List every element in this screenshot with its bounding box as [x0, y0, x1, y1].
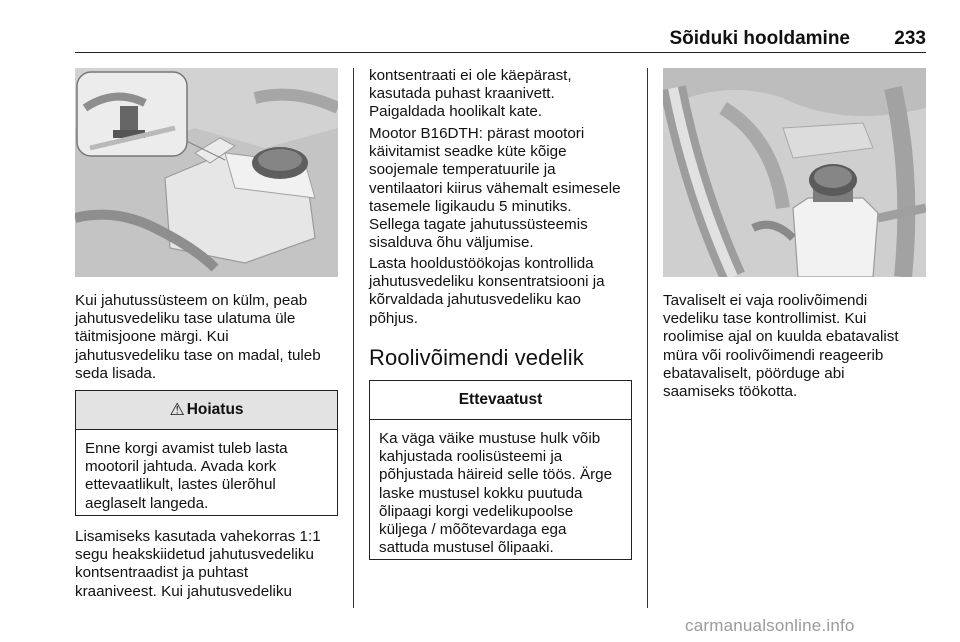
warning-box-title: Hoiatus [186, 401, 244, 418]
page-number: 233 [894, 28, 926, 49]
column2-paragraph-3: Lasta hooldustöökojas kontrollida jahutusvedeliku konsentratsiooni ja kõrvaldada jahutusvedeliku kao põhjus. [369, 255, 605, 327]
column1-paragraph-1: Kui jahutussüsteem on külm, peab jahutusvedeliku tase ulatuma üle täitmisjoone märgi. Kui jahutusvedeliku tase on madal, tuleb seda lisada. [75, 292, 321, 382]
caution-box-body: Ka väga väike mustuse hulk võib kahjustada roolisüsteemi ja põhjustada häireid selle töös. Ärge laske mustusel kokku puutuda õlipaagi korgi vedelikupoolse küljega / mõõtevardaga ega sattuda mustusel õlipaaki. [379, 430, 613, 557]
warning-box-header [76, 391, 337, 430]
page-header-title: Sõiduki hooldamine [669, 28, 850, 49]
section-heading: Roolivõimendi vedelik [369, 345, 584, 370]
column2-paragraph-1: kontsentraati ei ole käepärast, kasutada puhast kraanivett. Paigaldada hoolikalt kate. [369, 67, 572, 121]
warning-triangle-icon: ⚠ [169, 400, 185, 419]
column3-paragraph-1: Tavaliselt ei vaja roolivõimendi vedeliku tase kontrollimist. Kui roolimise ajal on kuulda ebatavalist müra või roolivõimendi reageerib ebatavaliselt, pöörduge abi saamiseks töökotta. [663, 292, 899, 401]
column2-paragraph-2: Mootor B16DTH: pärast mootori käivitamist seadke küte kõige soojemale temperatuurile ja ventilaatori kiirus vähemalt esimesele tasemele ligikaudu 5 minutiks. Sellega tagate jahutussüsteemis sisalduva õhu väljumise. [369, 125, 621, 252]
column-divider-right [647, 68, 648, 608]
column1-paragraph-2: Lisamiseks kasutada vahekorras 1:1 segu heakskiidetud jahutusvedeliku kontsentraadist ja puhtast kraaniveest. Kui jahutusvedeliku [75, 528, 321, 600]
coolant-reservoir-figure [75, 68, 338, 277]
caution-box-header: Ettevaatust [370, 381, 631, 420]
power-steering-reservoir-figure [663, 68, 926, 277]
column-divider-left [353, 68, 354, 608]
watermark: carmanualsonline.info [685, 616, 855, 635]
caution-box [369, 380, 632, 560]
warning-box [75, 390, 338, 516]
header-rule [75, 52, 926, 53]
warning-box-body: Enne korgi avamist tuleb lasta mootoril jahtuda. Avada kork ettevaatlikult, lastes ülerõhul aeglaselt langeda. [85, 440, 288, 512]
